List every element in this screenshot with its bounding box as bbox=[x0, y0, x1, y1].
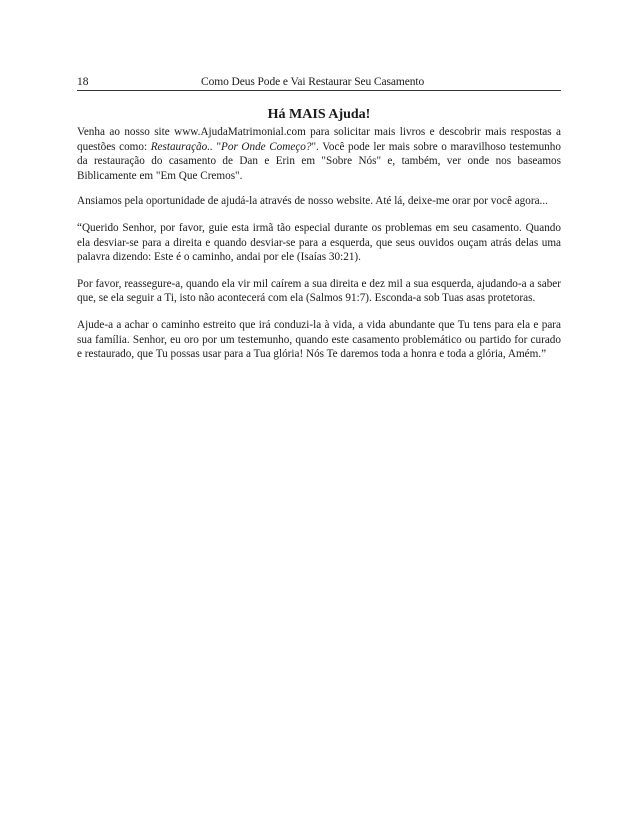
paragraph-text: " bbox=[212, 140, 222, 153]
italic-book-title: Restauração.. bbox=[150, 140, 213, 153]
italic-book-title: Por Onde Começo? bbox=[221, 140, 312, 153]
running-title: Como Deus Pode e Vai Restaurar Seu Casamento bbox=[201, 76, 425, 88]
paragraph-text: ". Você pode ler mais sobre o maravilhoso testemunho da restauração do casamento de Dan e Erin em "Sobre Nós" e, também, ver onde nos baseamos Biblicamente em "Em Que Cremos". bbox=[77, 140, 561, 182]
page-number: 18 bbox=[77, 76, 89, 88]
paragraph-invitation: Ansiamos pela oportunidade de ajudá-la através de nosso website. Até lá, deixe-me orar por você agora... bbox=[77, 195, 548, 208]
section-heading: Há MAIS Ajuda! bbox=[267, 107, 371, 122]
paragraph-prayer-3: Ajude-a a achar o caminho estreito que irá conduzi-la à vida, a vida abundante que Tu tens para ela e para sua família. Senhor, eu oro por um testemunho, quando este casamento problemático ou partido for curado e restaurado, que Tu possas usar para a Tua glória! Nós Te daremos toda a honra e toda a glória, Amém.” bbox=[77, 318, 561, 361]
paragraph-prayer-1: “Querido Senhor, por favor, guie esta irmã tão especial durante os problemas em seu casamento. Quando ela desviar-se para a direita e quando desviar-se para a esquerda, que seus ouvidos ouçam atrás delas uma palavra dizendo: Este é o caminho, andai por ele (Isaías 30:21). bbox=[77, 221, 561, 264]
paragraph-text: Venha ao nosso site www.AjudaMatrimonial.com para solicitar mais livros e descobrir mais respostas a questões como: bbox=[77, 126, 561, 153]
paragraph-prayer-2: Por favor, reassegure-a, quando ela vir mil caírem a sua direita e dez mil a sua esquerda, ajudando-a a saber que, se ela seguir a Ti, isto não acontecerá com ela (Salmos 91:7). Esconda-a sob Tuas asas protetoras. bbox=[77, 277, 561, 305]
body-text bbox=[77, 125, 561, 374]
paragraph-website-info bbox=[77, 125, 561, 183]
running-header bbox=[77, 76, 561, 91]
